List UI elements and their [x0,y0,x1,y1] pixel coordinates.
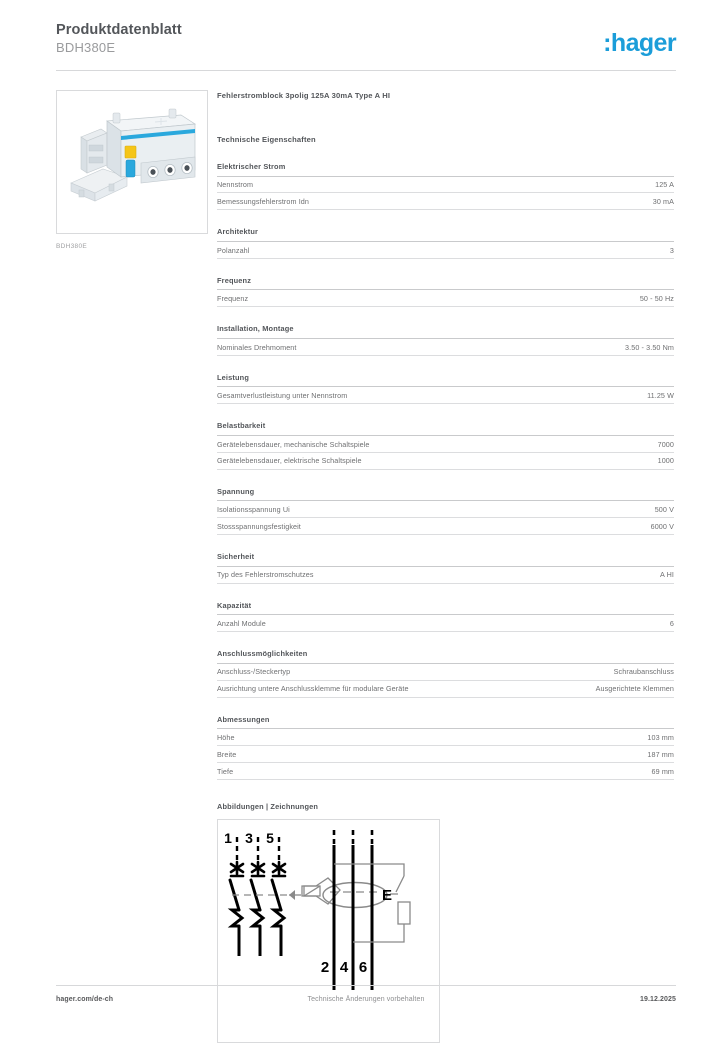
spec-label: Isolationsspannung Ui [217,504,290,514]
spec-row [217,193,674,210]
spec-label: Höhe [217,732,235,742]
through-conductor-dashes [334,830,372,844]
spec-group-title: Spannung [217,487,674,502]
terminal-label-1: 1 [224,830,232,847]
spec-row [217,177,674,194]
spec-group [217,373,674,404]
release-elements [232,910,284,926]
terminal-label-3: 3 [245,830,253,847]
spec-row [217,290,674,307]
logo-wordmark: hager [610,29,676,57]
pole-output-conductors [239,926,281,956]
spec-label: Gesamtverlustleistung unter Nennstrom [217,391,348,401]
drawings-section-title: Abbildungen | Zeichnungen [217,802,319,812]
product-headline: Fehlerstromblock 3polig 125A 30mA Type A HI [217,91,391,100]
spec-label: Typ des Fehlerstromschutzes [217,570,314,580]
terminal-label-2: 2 [320,959,330,977]
header-divider [56,70,676,71]
terminal-label-6: 6 [358,959,368,977]
spec-row [217,729,674,746]
spec-group-title: Frequenz [217,276,674,291]
top-terminal-labels [224,830,274,846]
specifications-column [217,90,674,1043]
spec-value: 11.25 W [647,391,674,401]
spec-value: 103 mm [647,732,674,742]
spec-row [217,681,674,698]
product-image-caption: BDH380E [56,243,88,250]
spec-value: 30 mA [652,197,674,207]
spec-value: 500 V [654,504,674,514]
product-reference-subtitle: BDH380E [56,40,116,55]
spec-group-title: Leistung [217,373,674,388]
spec-label: Gerätelebensdauer, elektrische Schaltspiele [217,456,362,466]
spec-group-title: Anschlussmöglichkeiten [217,649,674,664]
spec-value: 50 - 50 Hz [639,294,674,304]
product-image-frame [56,90,208,234]
bottom-terminal-labels [321,959,367,976]
spec-group-title: Installation, Montage [217,324,674,339]
spec-label: Ausrichtung untere Anschlussklemme für modulare Geräte [217,684,409,694]
page-title: Produktdatenblatt [56,22,182,38]
spec-row [217,242,674,259]
spec-value: Schraubanschluss [613,667,674,677]
spec-group-title: Elektrischer Strom [217,162,674,177]
spec-group [217,421,674,469]
spec-group [217,649,674,697]
spec-group-title: Architektur [217,227,674,242]
spec-row [217,518,674,535]
spec-value: 6000 V [650,521,674,531]
footer-website[interactable]: hager.com/de-ch [56,996,114,1003]
test-terminal-label: E [382,887,393,905]
spec-value: 6 [669,618,674,628]
spec-group [217,552,674,583]
technical-characteristics-title: Technische Eigenschaften [217,135,316,144]
page-footer [56,996,676,1010]
spec-row [217,387,674,404]
spec-group [217,324,674,355]
spec-label: Polanzahl [217,245,250,255]
spec-label: Breite [217,749,237,759]
hager-logo [603,30,676,56]
spec-value: 69 mm [651,766,674,776]
spec-label: Gerätelebensdauer, mechanische Schaltspiele [217,439,370,449]
spec-group-title: Kapazität [217,601,674,616]
spec-value: 3.50 - 3.50 Nm [625,342,674,352]
spec-value: 125 A [655,180,674,190]
spec-group-title: Sicherheit [217,552,674,567]
footer-disclaimer: Technische Änderungen vorbehalten [307,996,425,1003]
spec-row [217,615,674,632]
footer-divider [56,985,676,986]
spec-value: 7000 [657,439,674,449]
terminal-label-5: 5 [266,830,274,847]
logo-colon-mark: : [603,29,611,57]
spec-label: Anzahl Module [217,618,266,628]
spec-value: Ausgerichtete Klemmen [595,684,674,694]
spec-value: 187 mm [647,749,674,759]
spec-row [217,664,674,681]
spec-value: A HI [660,570,674,580]
spec-label: Nennstrom [217,180,254,190]
spec-value: 1000 [657,456,674,466]
spec-row [217,501,674,518]
spec-group-title: Belastbarkeit [217,421,674,436]
trip-arrow [289,890,301,900]
spec-group [217,487,674,535]
spec-label: Frequenz [217,294,249,304]
spec-label: Tiefe [217,766,234,776]
footer-date: 19.12.2025 [639,996,676,1003]
spec-group [217,715,674,780]
spec-group [217,162,674,210]
spec-group [217,276,674,307]
spec-row [217,763,674,780]
spec-groups-container [217,162,674,780]
contact-symbols [231,862,285,876]
spec-row [217,567,674,584]
spec-group-title: Abmessungen [217,715,674,730]
spec-group [217,227,674,258]
spec-label: Anschluss-/Steckertyp [217,667,291,677]
product-photo [57,91,207,233]
product-image-panel [56,90,208,250]
spec-group [217,601,674,632]
spec-value: 3 [669,245,674,255]
spec-label: Stossspannungsfestigkeit [217,521,301,531]
page-header [56,22,676,70]
spec-label: Bemessungsfehlerstrom Idn [217,197,309,207]
spec-row [217,746,674,763]
spec-row [217,453,674,470]
spec-row [217,339,674,356]
spec-row [217,436,674,453]
terminal-label-4: 4 [339,959,349,977]
spec-label: Nominales Drehmoment [217,342,297,352]
